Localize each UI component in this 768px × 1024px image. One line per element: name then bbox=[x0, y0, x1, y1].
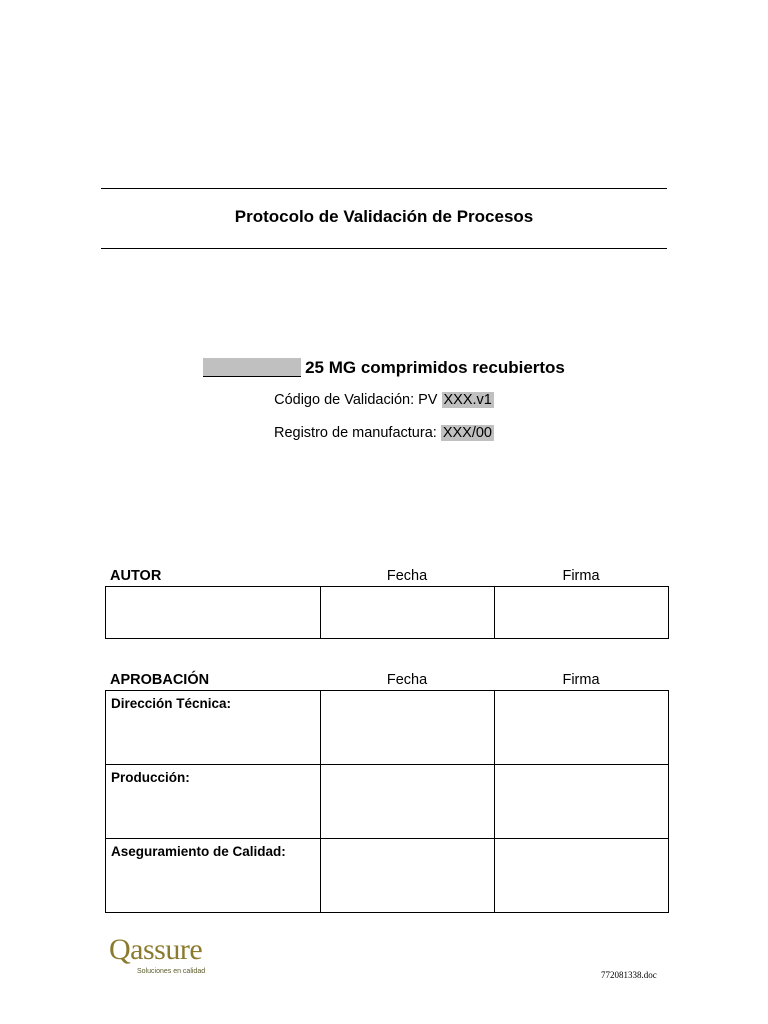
approval-heading: APROBACIÓN bbox=[110, 672, 210, 688]
author-name-cell[interactable] bbox=[106, 587, 321, 639]
approval-signature-cell[interactable] bbox=[495, 839, 669, 913]
product-name-blank-field[interactable] bbox=[203, 358, 301, 377]
validation-code-label: Código de Validación: PV bbox=[274, 392, 438, 408]
document-title: Protocolo de Validación de Procesos bbox=[234, 207, 534, 226]
header-rule-bottom bbox=[101, 248, 667, 249]
author-signature-cell[interactable] bbox=[495, 587, 669, 639]
approval-role-technical-direction: Dirección Técnica: bbox=[106, 691, 321, 765]
approval-date-cell[interactable] bbox=[321, 691, 495, 765]
validation-code-line bbox=[0, 392, 768, 408]
approval-role-quality-assurance: Aseguramiento de Calidad: bbox=[106, 839, 321, 913]
approval-signature-cell[interactable] bbox=[495, 691, 669, 765]
logo-tagline: Soluciones en calidad bbox=[137, 968, 206, 975]
approval-signature-cell[interactable] bbox=[495, 765, 669, 839]
author-table bbox=[105, 586, 669, 639]
approval-header-row bbox=[105, 672, 668, 690]
author-date-column-label: Fecha bbox=[386, 568, 428, 584]
manufacturing-record-line bbox=[0, 425, 768, 441]
table-row bbox=[106, 765, 669, 839]
header-rule-top bbox=[101, 188, 667, 189]
author-header-row bbox=[105, 568, 668, 586]
approval-date-cell[interactable] bbox=[321, 765, 495, 839]
product-line bbox=[0, 358, 768, 378]
approval-role-production: Producción: bbox=[106, 765, 321, 839]
company-logo bbox=[109, 933, 206, 975]
manufacturing-record-value[interactable]: XXX/00 bbox=[442, 425, 492, 441]
product-name: 25 MG comprimidos recubiertos bbox=[305, 358, 565, 377]
author-date-cell[interactable] bbox=[321, 587, 495, 639]
author-signature-column-label: Firma bbox=[562, 568, 600, 584]
table-row bbox=[106, 691, 669, 765]
approval-date-column-label: Fecha bbox=[386, 672, 428, 688]
document-filename: 772081338.doc bbox=[601, 970, 657, 980]
table-row bbox=[106, 839, 669, 913]
logo-wordmark: Qassure bbox=[109, 933, 203, 966]
table-row bbox=[106, 587, 669, 639]
approval-date-cell[interactable] bbox=[321, 839, 495, 913]
author-heading: AUTOR bbox=[110, 568, 162, 584]
validation-code-value[interactable]: XXX.v1 bbox=[443, 392, 492, 408]
approval-signature-column-label: Firma bbox=[562, 672, 600, 688]
manufacturing-record-label: Registro de manufactura: bbox=[273, 425, 437, 441]
approval-table bbox=[105, 690, 669, 913]
